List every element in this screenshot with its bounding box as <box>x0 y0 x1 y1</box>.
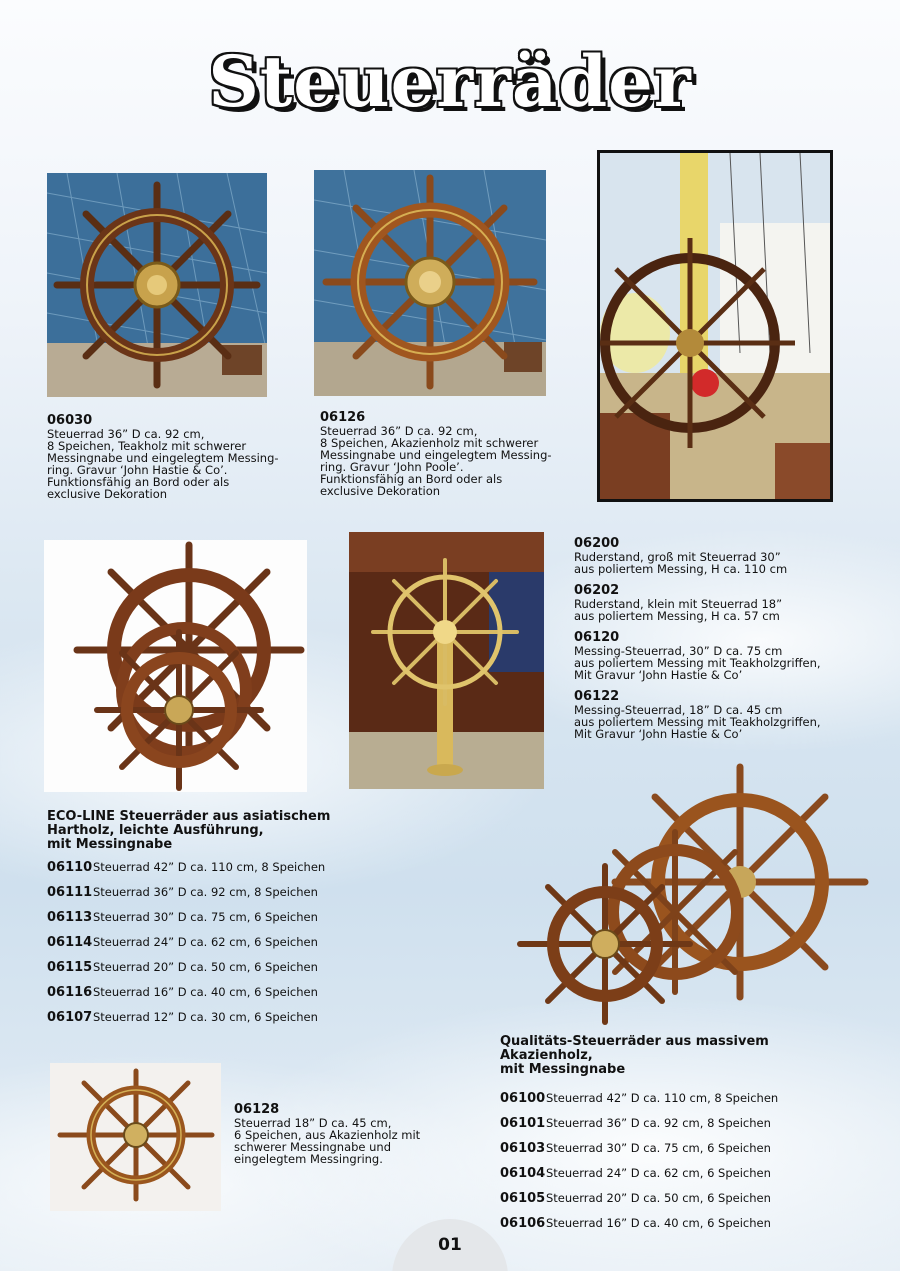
product-code: 06110 <box>47 860 93 875</box>
section-heading-line: ECO-LINE Steuerräder aus asiatischem <box>47 809 331 824</box>
brass-item <box>574 537 864 575</box>
list-item <box>47 960 367 985</box>
photo-ship-deck-wheel <box>597 150 833 502</box>
product-code: 06114 <box>47 935 93 950</box>
product-description-line: Steuerrad 18” D ca. 45 cm, <box>234 1116 392 1130</box>
product-code: 06128 <box>234 1102 280 1117</box>
list-item <box>500 1166 860 1191</box>
list-item <box>500 1216 860 1241</box>
list-item <box>500 1141 860 1166</box>
product-code: 06107 <box>47 1010 93 1025</box>
list-item <box>500 1191 860 1216</box>
photo-06128-wheel <box>50 1063 221 1211</box>
product-code: 06200 <box>574 536 620 551</box>
product-description-line: Funktionsfähig an Bord oder als <box>47 475 230 489</box>
product-description-line: 6 Speichen, aus Akazienholz mit <box>234 1128 421 1142</box>
product-description: Steuerrad 36” D ca. 92 cm, 8 Speichen <box>93 885 318 899</box>
page-title: Steuerräder <box>208 40 692 123</box>
product-description-line: Ruderstand, klein mit Steuerrad 18” <box>574 597 783 611</box>
product-description: Steuerrad 42” D ca. 110 cm, 8 Speichen <box>546 1091 779 1105</box>
photo-brass-steering-stand <box>349 532 544 789</box>
brass-products-list <box>574 537 864 740</box>
photo-quality-acacia-wheels <box>515 762 875 1027</box>
product-description-line: Ruderstand, groß mit Steuerrad 30” <box>574 550 781 564</box>
product-description-line: aus poliertem Messing, H ca. 110 cm <box>574 562 788 576</box>
product-description-line: eingelegtem Messingring. <box>234 1152 383 1166</box>
list-item <box>47 1010 367 1035</box>
product-description-line: aus poliertem Messing mit Teakholzgriffen, <box>574 715 821 729</box>
product-code: 06103 <box>500 1141 546 1156</box>
product-description-line: Funktionsfähig an Bord oder als <box>320 472 503 486</box>
page-number: 01 <box>392 1219 508 1271</box>
product-description: Steuerrad 30” D ca. 75 cm, 6 Speichen <box>546 1141 771 1155</box>
product-06128-info <box>234 1103 494 1165</box>
product-description-line: Messingnabe und eingelegtem Messing- <box>47 451 279 465</box>
brass-item <box>574 631 864 681</box>
product-code: 06126 <box>320 410 366 425</box>
product-description-line: Mit Gravur ‘John Hastie & Co’ <box>574 668 743 682</box>
product-description: Steuerrad 36” D ca. 92 cm, 8 Speichen <box>546 1116 771 1130</box>
product-description-line: Messingnabe und eingelegtem Messing- <box>320 448 552 462</box>
list-item <box>47 860 367 885</box>
product-code: 06111 <box>47 885 93 900</box>
product-description-line: aus poliertem Messing, H ca. 57 cm <box>574 609 780 623</box>
product-description: Steuerrad 24” D ca. 62 cm, 6 Speichen <box>546 1166 771 1180</box>
product-code: 06116 <box>47 985 93 1000</box>
product-code: 06122 <box>574 689 620 704</box>
product-code: 06030 <box>47 413 93 428</box>
section-heading-line: Hartholz, leichte Ausführung, <box>47 823 264 838</box>
section-heading-line: mit Messingnabe <box>47 837 173 852</box>
product-description-line: Steuerrad 36” D ca. 92 cm, <box>47 427 205 441</box>
product-description-line: exclusive Dekoration <box>320 484 441 498</box>
product-code: 06104 <box>500 1166 546 1181</box>
product-description: Steuerrad 24” D ca. 62 cm, 6 Speichen <box>93 935 318 949</box>
photo-06126-wheel <box>314 170 546 396</box>
product-06030-info <box>47 414 307 500</box>
eco-line-section <box>47 810 367 1035</box>
product-description-line: ring. Gravur ‘John Poole’. <box>320 460 464 474</box>
product-description-line: Messing-Steuerrad, 30” D ca. 75 cm <box>574 644 783 658</box>
photo-06030-wheel <box>47 173 267 397</box>
product-description-line: 8 Speichen, Teakholz mit schwerer <box>47 439 247 453</box>
list-item <box>47 985 367 1010</box>
photo-eco-line-wheels <box>44 540 307 792</box>
list-item <box>500 1091 860 1116</box>
product-description-line: schwerer Messingnabe und <box>234 1140 392 1154</box>
product-code: 06106 <box>500 1216 546 1231</box>
product-code: 06105 <box>500 1191 546 1206</box>
quality-section <box>500 1035 860 1241</box>
product-06126-info <box>320 411 580 497</box>
list-item <box>47 910 367 935</box>
product-description: Steuerrad 42” D ca. 110 cm, 8 Speichen <box>93 860 326 874</box>
list-item <box>47 885 367 910</box>
product-description-line: Messing-Steuerrad, 18” D ca. 45 cm <box>574 703 783 717</box>
list-item <box>500 1116 860 1141</box>
product-code: 06202 <box>574 583 620 598</box>
product-description: Steuerrad 20” D ca. 50 cm, 6 Speichen <box>93 960 318 974</box>
section-heading-line: mit Messingnabe <box>500 1062 626 1077</box>
brass-item <box>574 690 864 740</box>
product-description: Steuerrad 16” D ca. 40 cm, 6 Speichen <box>93 985 318 999</box>
list-item <box>47 935 367 960</box>
product-description-line: exclusive Dekoration <box>47 487 168 501</box>
product-description-line: aus poliertem Messing mit Teakholzgriffen, <box>574 656 821 670</box>
brass-item <box>574 584 864 622</box>
product-description: Steuerrad 30” D ca. 75 cm, 6 Speichen <box>93 910 318 924</box>
product-description-line: Steuerrad 36” D ca. 92 cm, <box>320 424 478 438</box>
product-code: 06115 <box>47 960 93 975</box>
product-description-line: Mit Gravur ‘John Hastie & Co’ <box>574 727 743 741</box>
product-description: Steuerrad 12” D ca. 30 cm, 6 Speichen <box>93 1010 318 1024</box>
product-description: Steuerrad 16” D ca. 40 cm, 6 Speichen <box>546 1216 771 1230</box>
product-code: 06120 <box>574 630 620 645</box>
product-code: 06113 <box>47 910 93 925</box>
product-code: 06101 <box>500 1116 546 1131</box>
product-description: Steuerrad 20” D ca. 50 cm, 6 Speichen <box>546 1191 771 1205</box>
section-heading-line: Qualitäts-Steuerräder aus massivem Akazienholz, <box>500 1034 769 1063</box>
product-code: 06100 <box>500 1091 546 1106</box>
product-description-line: ring. Gravur ‘John Hastie & Co’. <box>47 463 228 477</box>
product-description-line: 8 Speichen, Akazienholz mit schwerer <box>320 436 539 450</box>
